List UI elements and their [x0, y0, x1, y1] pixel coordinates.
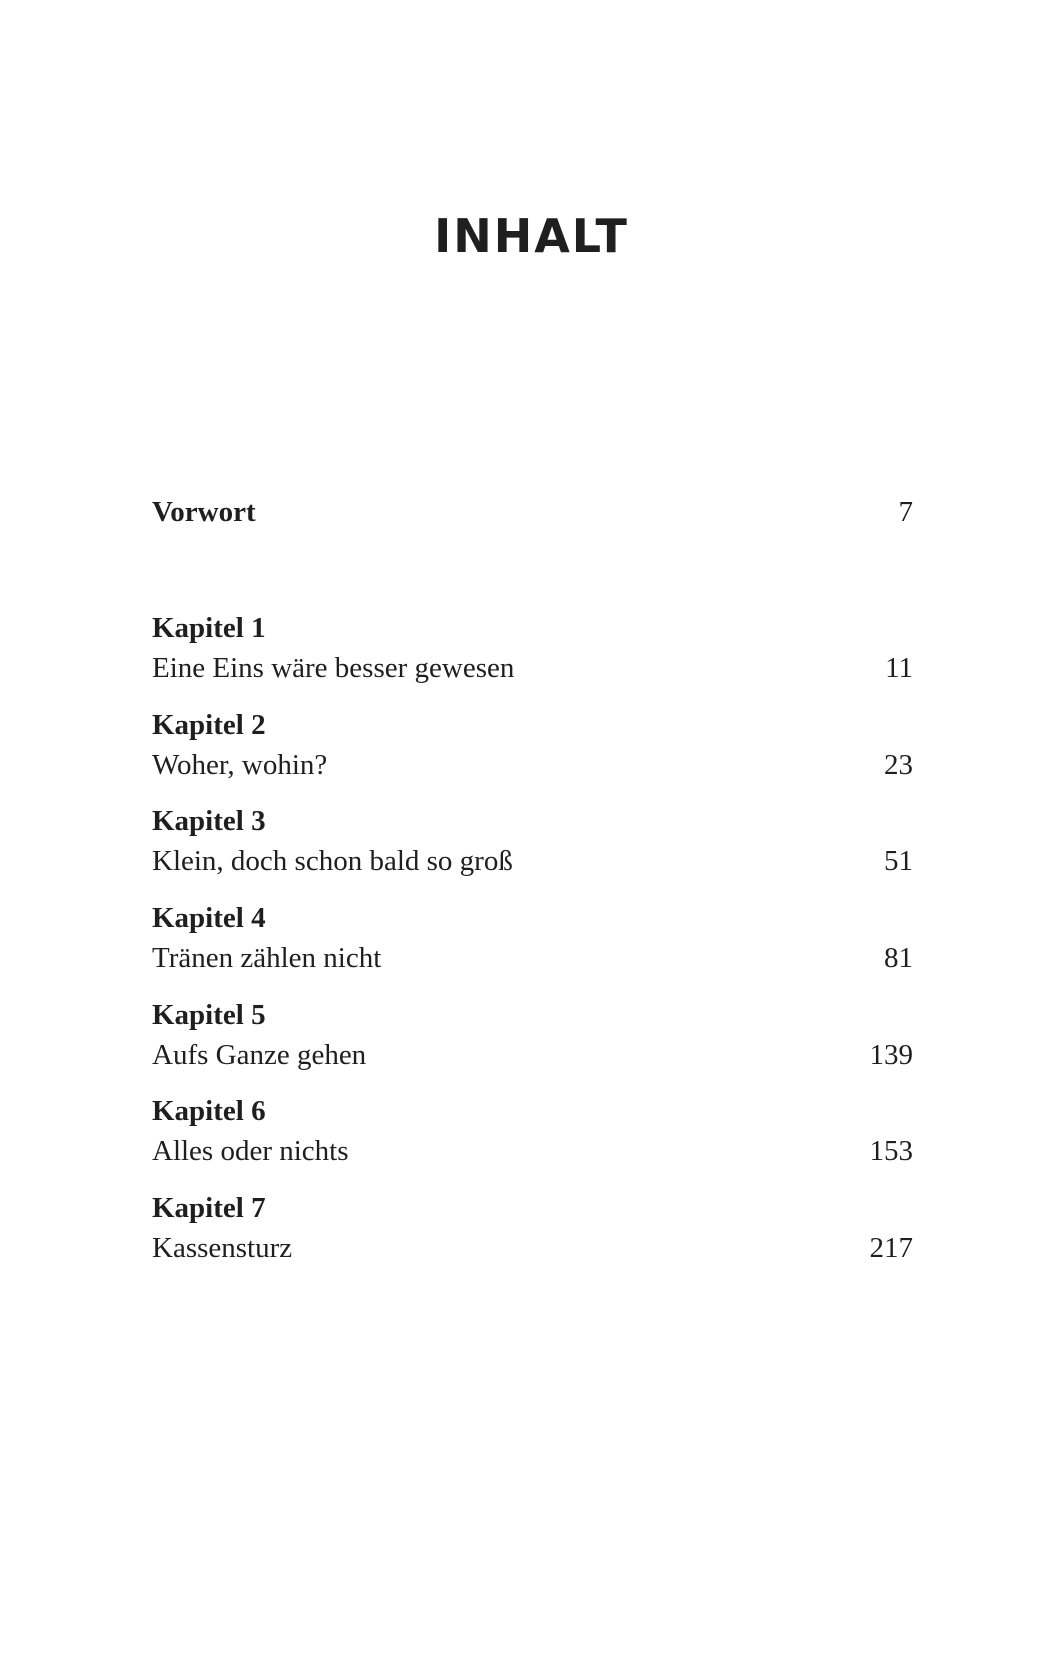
toc-page-number: 11 — [885, 652, 913, 684]
chapter-label: Kapitel 4 — [152, 902, 266, 934]
toc-entry-chapter-1 — [152, 648, 913, 688]
toc-page-number: 217 — [869, 1232, 913, 1264]
toc-page-number: 23 — [884, 749, 913, 781]
toc-entry-chapter-2 — [152, 745, 913, 785]
toc-entry-chapter-6 — [152, 1131, 913, 1171]
chapter-label: Kapitel 3 — [152, 805, 266, 837]
chapter-label: Kapitel 7 — [152, 1192, 266, 1224]
toc-entry-preface — [152, 492, 913, 532]
toc-page-number: 153 — [869, 1135, 913, 1167]
chapter-title: Eine Eins wäre besser gewesen — [152, 652, 515, 684]
toc-entry-chapter-5 — [152, 1035, 913, 1075]
chapter-title: Aufs Ganze gehen — [152, 1039, 367, 1071]
toc-page-number: 7 — [898, 496, 913, 528]
toc-entry-chapter-3 — [152, 841, 913, 881]
chapter-label: Kapitel 5 — [152, 999, 266, 1031]
toc-page-number: 139 — [869, 1039, 913, 1071]
chapter-title: Alles oder nichts — [152, 1135, 349, 1167]
toc-entry-chapter-4 — [152, 938, 913, 978]
toc-page-number: 51 — [884, 845, 913, 877]
chapter-title: Tränen zählen nicht — [152, 942, 382, 974]
chapter-title: Woher, wohin? — [152, 749, 328, 781]
page-title: INHALT — [434, 209, 629, 263]
chapter-title: Kassensturz — [152, 1232, 293, 1264]
toc-entry-label: Vorwort — [152, 496, 256, 528]
chapter-label: Kapitel 2 — [152, 709, 266, 741]
chapter-title: Klein, doch schon bald so groß — [152, 845, 513, 877]
chapter-label: Kapitel 1 — [152, 612, 266, 644]
toc-page-number: 81 — [884, 942, 913, 974]
toc-entry-chapter-7 — [152, 1228, 913, 1268]
chapter-label: Kapitel 6 — [152, 1095, 266, 1127]
